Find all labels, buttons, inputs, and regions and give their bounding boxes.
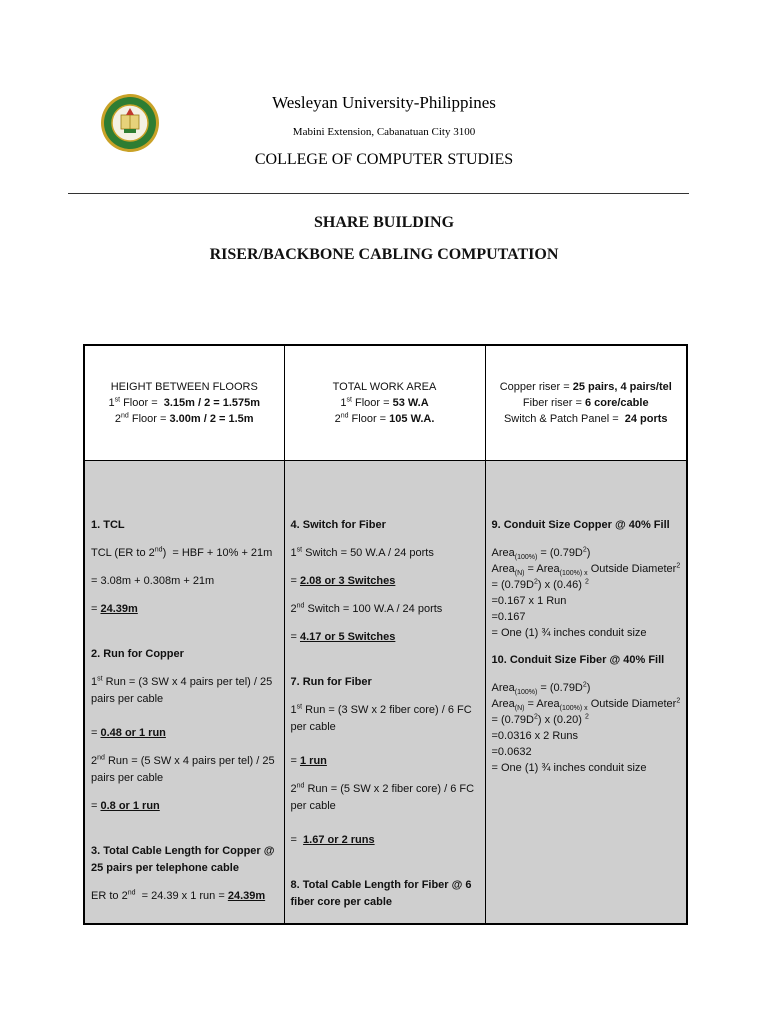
copper-length-mid: = 24.39 x 1 run =	[135, 890, 228, 902]
work-area-floor2-num: 2	[334, 413, 341, 425]
tcl-result-value: 24.39m	[100, 603, 138, 615]
spec-copper-riser	[486, 379, 687, 395]
fiber-switch1-formula	[291, 545, 481, 562]
fiber-run1-text: Run = (3 SW x 2 fiber core) / 6 FC per cable	[290, 704, 472, 733]
height-floor2	[85, 411, 284, 427]
work-area-floor1-label: Floor =	[351, 397, 393, 409]
copper-run1-result	[91, 725, 280, 742]
copper-run1-result-value: 0.48 or 1 run	[100, 727, 166, 739]
copper-length-result	[91, 888, 280, 905]
fiber-switch1-sup: st	[296, 546, 303, 554]
header-cell-height	[84, 345, 284, 461]
fiber-run2-formula	[291, 781, 481, 815]
fiber-switch2-sup: nd	[296, 602, 305, 610]
height-floor2-num: 2	[114, 413, 122, 425]
fiber-run2-num: 2	[290, 783, 297, 795]
conduit-copper-total: =0.167	[491, 611, 526, 623]
fiber-switch2-result-pre: =	[290, 631, 300, 643]
copper-run1-formula	[91, 674, 280, 708]
cf-area-b: = (0.79D	[537, 682, 583, 694]
conduit-fiber-areaN	[492, 696, 683, 712]
height-floor1-sup: st	[114, 396, 121, 404]
tcl-substitution: = 3.08m + 0.308m + 21m	[91, 575, 215, 587]
cf-areaN-c: Outside Diameter	[587, 698, 677, 710]
work-area-floor2-sup: nd	[340, 412, 349, 420]
conduit-fiber-runs: =0.0316 x 2 Runs	[491, 730, 579, 742]
tcl-formula-post: ) = HBF + 10% + 21m	[162, 547, 273, 559]
conduit-copper-calc	[492, 577, 683, 593]
height-floor1-value: 3.15m / 2 = 1.575m	[163, 397, 261, 409]
fiber-switch2-formula	[291, 601, 481, 618]
conduit-copper-area100	[492, 545, 683, 561]
copper-run2-result-value: 0.8 or 1 run	[100, 800, 160, 812]
fiber-run1-result	[291, 753, 481, 770]
fiber-run1-sup: st	[296, 703, 303, 711]
computation-table	[83, 344, 688, 925]
height-floor2-label: Floor =	[128, 413, 170, 425]
cf-areaN-a: Area	[491, 698, 515, 710]
conduit-copper-runs: =0.167 x 1 Run	[491, 595, 567, 607]
cf-areaN-sub2: (100%) x	[559, 705, 588, 713]
copper-run2-result-pre: =	[91, 800, 101, 812]
fiber-run1-result-pre: =	[290, 755, 300, 767]
cf-area-c: )	[586, 682, 591, 694]
fiber-switch2-result-value: 4.17 or 5 Switches	[299, 631, 396, 643]
height-floor1-num: 1	[108, 397, 115, 409]
conduit-fiber-calc	[492, 712, 683, 728]
tcl-title: 1. TCL	[91, 519, 125, 531]
cc-calc-a: = (0.79D	[491, 579, 534, 591]
header-cell-work-area	[284, 345, 485, 461]
table-body-row	[84, 461, 687, 925]
copper-run1-result-pre: =	[91, 727, 101, 739]
fiber-run-title: 7. Run for Fiber	[290, 676, 372, 688]
cf-calc-sup: 2	[534, 713, 538, 721]
fiber-switch-title: 4. Switch for Fiber	[290, 519, 386, 531]
fiber-switch1-result	[291, 573, 481, 590]
cf-areaN-sup: 2	[676, 697, 681, 705]
height-floor1	[85, 395, 284, 411]
copper-length-value: 24.39m	[227, 890, 266, 902]
conduit-fiber-size: = One (1) ¾ inches conduit size	[491, 762, 647, 774]
fiber-run2-result-pre: =	[290, 834, 304, 846]
fiber-switch1-num: 1	[290, 547, 297, 559]
cf-area-sub: (100%)	[514, 689, 538, 697]
work-area-floor1-sup: st	[346, 396, 352, 404]
cf-areaN-sub: (N)	[514, 705, 525, 713]
cf-calc-sup2: 2	[584, 713, 589, 721]
header-cell-specs	[485, 345, 687, 461]
copper-run1-sup: st	[97, 675, 103, 683]
cc-calc-sup: 2	[534, 578, 538, 586]
fiber-run2-sup: nd	[296, 782, 305, 790]
tcl-formula-pre: TCL (ER to 2	[91, 547, 155, 559]
work-area-title: TOTAL WORK AREA	[332, 381, 437, 393]
cc-areaN-c: Outside Diameter	[587, 563, 677, 575]
work-area-floor2	[285, 411, 485, 427]
cc-areaN-sup: 2	[676, 562, 681, 570]
cc-areaN-b: = Area	[524, 563, 560, 575]
copper-run2-text: Run = (5 SW x 4 pairs per tel) / 25 pairs per cable	[91, 755, 275, 784]
fiber-run1-formula	[291, 702, 481, 736]
copper-run1-num: 1	[91, 676, 98, 688]
body-cell-conduit	[485, 461, 687, 925]
height-floor2-value: 3.00m / 2 = 1.5m	[169, 413, 254, 425]
fiber-switch2-result	[291, 629, 481, 646]
height-title: HEIGHT BETWEEN FLOORS	[110, 381, 258, 393]
tcl-formula	[91, 545, 280, 562]
body-cell-fiber	[284, 461, 485, 925]
spec-fiber-riser	[486, 395, 687, 411]
spec-copper-value: 25 pairs, 4 pairs/tel	[572, 381, 672, 393]
conduit-fiber-total: =0.0632	[491, 746, 532, 758]
copper-run2-formula	[91, 753, 280, 787]
college-name: COLLEGE OF COMPUTER STUDIES	[254, 151, 514, 168]
work-area-floor2-value: 105 W.A.	[389, 413, 435, 425]
fiber-run1-num: 1	[290, 704, 297, 716]
university-name: Wesleyan University-Philippines	[272, 93, 496, 112]
conduit-copper-title: 9. Conduit Size Copper @ 40% Fill	[491, 519, 670, 531]
fiber-switch1-text: Switch = 50 W.A / 24 ports	[302, 547, 434, 559]
spec-switch-panel	[486, 411, 687, 427]
cf-calc-b: ) x (0.20)	[537, 714, 585, 726]
height-floor1-label: Floor =	[120, 397, 164, 409]
conduit-copper-areaN	[492, 561, 683, 577]
work-area-floor1-value: 53 W.A	[392, 397, 429, 409]
tcl-formula-sup: nd	[154, 546, 163, 554]
fiber-switch2-num: 2	[290, 603, 297, 615]
spec-fiber-label: Fiber riser =	[522, 397, 585, 409]
cf-calc-a: = (0.79D	[491, 714, 534, 726]
cc-areaN-a: Area	[491, 563, 515, 575]
spec-fiber-value: 6 core/cable	[584, 397, 649, 409]
cc-calc-sup2: 2	[584, 578, 589, 586]
work-area-floor2-label: Floor =	[348, 413, 390, 425]
fiber-switch2-text: Switch = 100 W.A / 24 ports	[304, 603, 443, 615]
copper-run2-sup: nd	[97, 754, 105, 762]
copper-run2-num: 2	[91, 755, 98, 767]
fiber-switch1-result-pre: =	[290, 575, 300, 587]
conduit-copper-size: = One (1) ¾ inches conduit size	[491, 627, 647, 639]
university-address: Mabini Extension, Cabanatuan City 3100	[292, 126, 476, 138]
header-divider	[68, 193, 689, 194]
fiber-run2-result-value: 1.67 or 2 runs	[303, 834, 375, 846]
cf-areaN-b: = Area	[524, 698, 560, 710]
cc-area-c: )	[586, 547, 591, 559]
copper-run2-result	[91, 798, 280, 815]
conduit-fiber-title: 10. Conduit Size Fiber @ 40% Fill	[491, 654, 665, 666]
copper-length-sup: nd	[127, 889, 136, 897]
cc-areaN-sub2: (100%) x	[559, 570, 588, 578]
cc-area-b: = (0.79D	[537, 547, 583, 559]
work-area-floor1-num: 1	[340, 397, 347, 409]
fiber-run2-text: Run = (5 SW x 2 fiber core) / 6 FC per cable	[290, 783, 475, 812]
cf-area-sup: 2	[582, 681, 587, 689]
copper-run1-text: Run = (3 SW x 4 pairs per tel) / 25 pairs per cable	[91, 676, 273, 705]
fiber-length-title: 8. Total Cable Length for Fiber @ 6 fiber core per cable	[290, 879, 472, 908]
fiber-run2-result	[291, 832, 481, 849]
cc-area-a: Area	[491, 547, 515, 559]
cf-area-a: Area	[491, 682, 515, 694]
table-header-row	[84, 345, 687, 461]
document-subtitle: RISER/BACKBONE CABLING COMPUTATION	[209, 246, 559, 263]
cc-areaN-sub: (N)	[514, 570, 525, 578]
work-area-floor1	[285, 395, 485, 411]
cc-area-sub: (100%)	[514, 554, 538, 562]
copper-length-pre: ER to 2	[91, 890, 128, 902]
copper-length-title: 3. Total Cable Length for Copper @ 25 pairs per telephone cable	[91, 845, 275, 874]
body-cell-copper	[84, 461, 284, 925]
spec-copper-label: Copper riser =	[499, 381, 573, 393]
tcl-result-pre: =	[91, 603, 101, 615]
cc-calc-b: ) x (0.46)	[537, 579, 585, 591]
fiber-run1-result-value: 1 run	[299, 755, 327, 767]
fiber-switch1-result-value: 2.08 or 3 Switches	[299, 575, 396, 587]
cc-area-sup: 2	[582, 546, 587, 554]
document-title: SHARE BUILDING	[313, 214, 455, 231]
copper-run-title: 2. Run for Copper	[91, 648, 184, 660]
spec-switch-label: Switch & Patch Panel =	[503, 413, 625, 425]
spec-switch-value: 24 ports	[624, 413, 668, 425]
tcl-result	[91, 601, 280, 618]
conduit-fiber-area100	[492, 680, 683, 696]
height-floor2-sup: nd	[121, 412, 129, 420]
